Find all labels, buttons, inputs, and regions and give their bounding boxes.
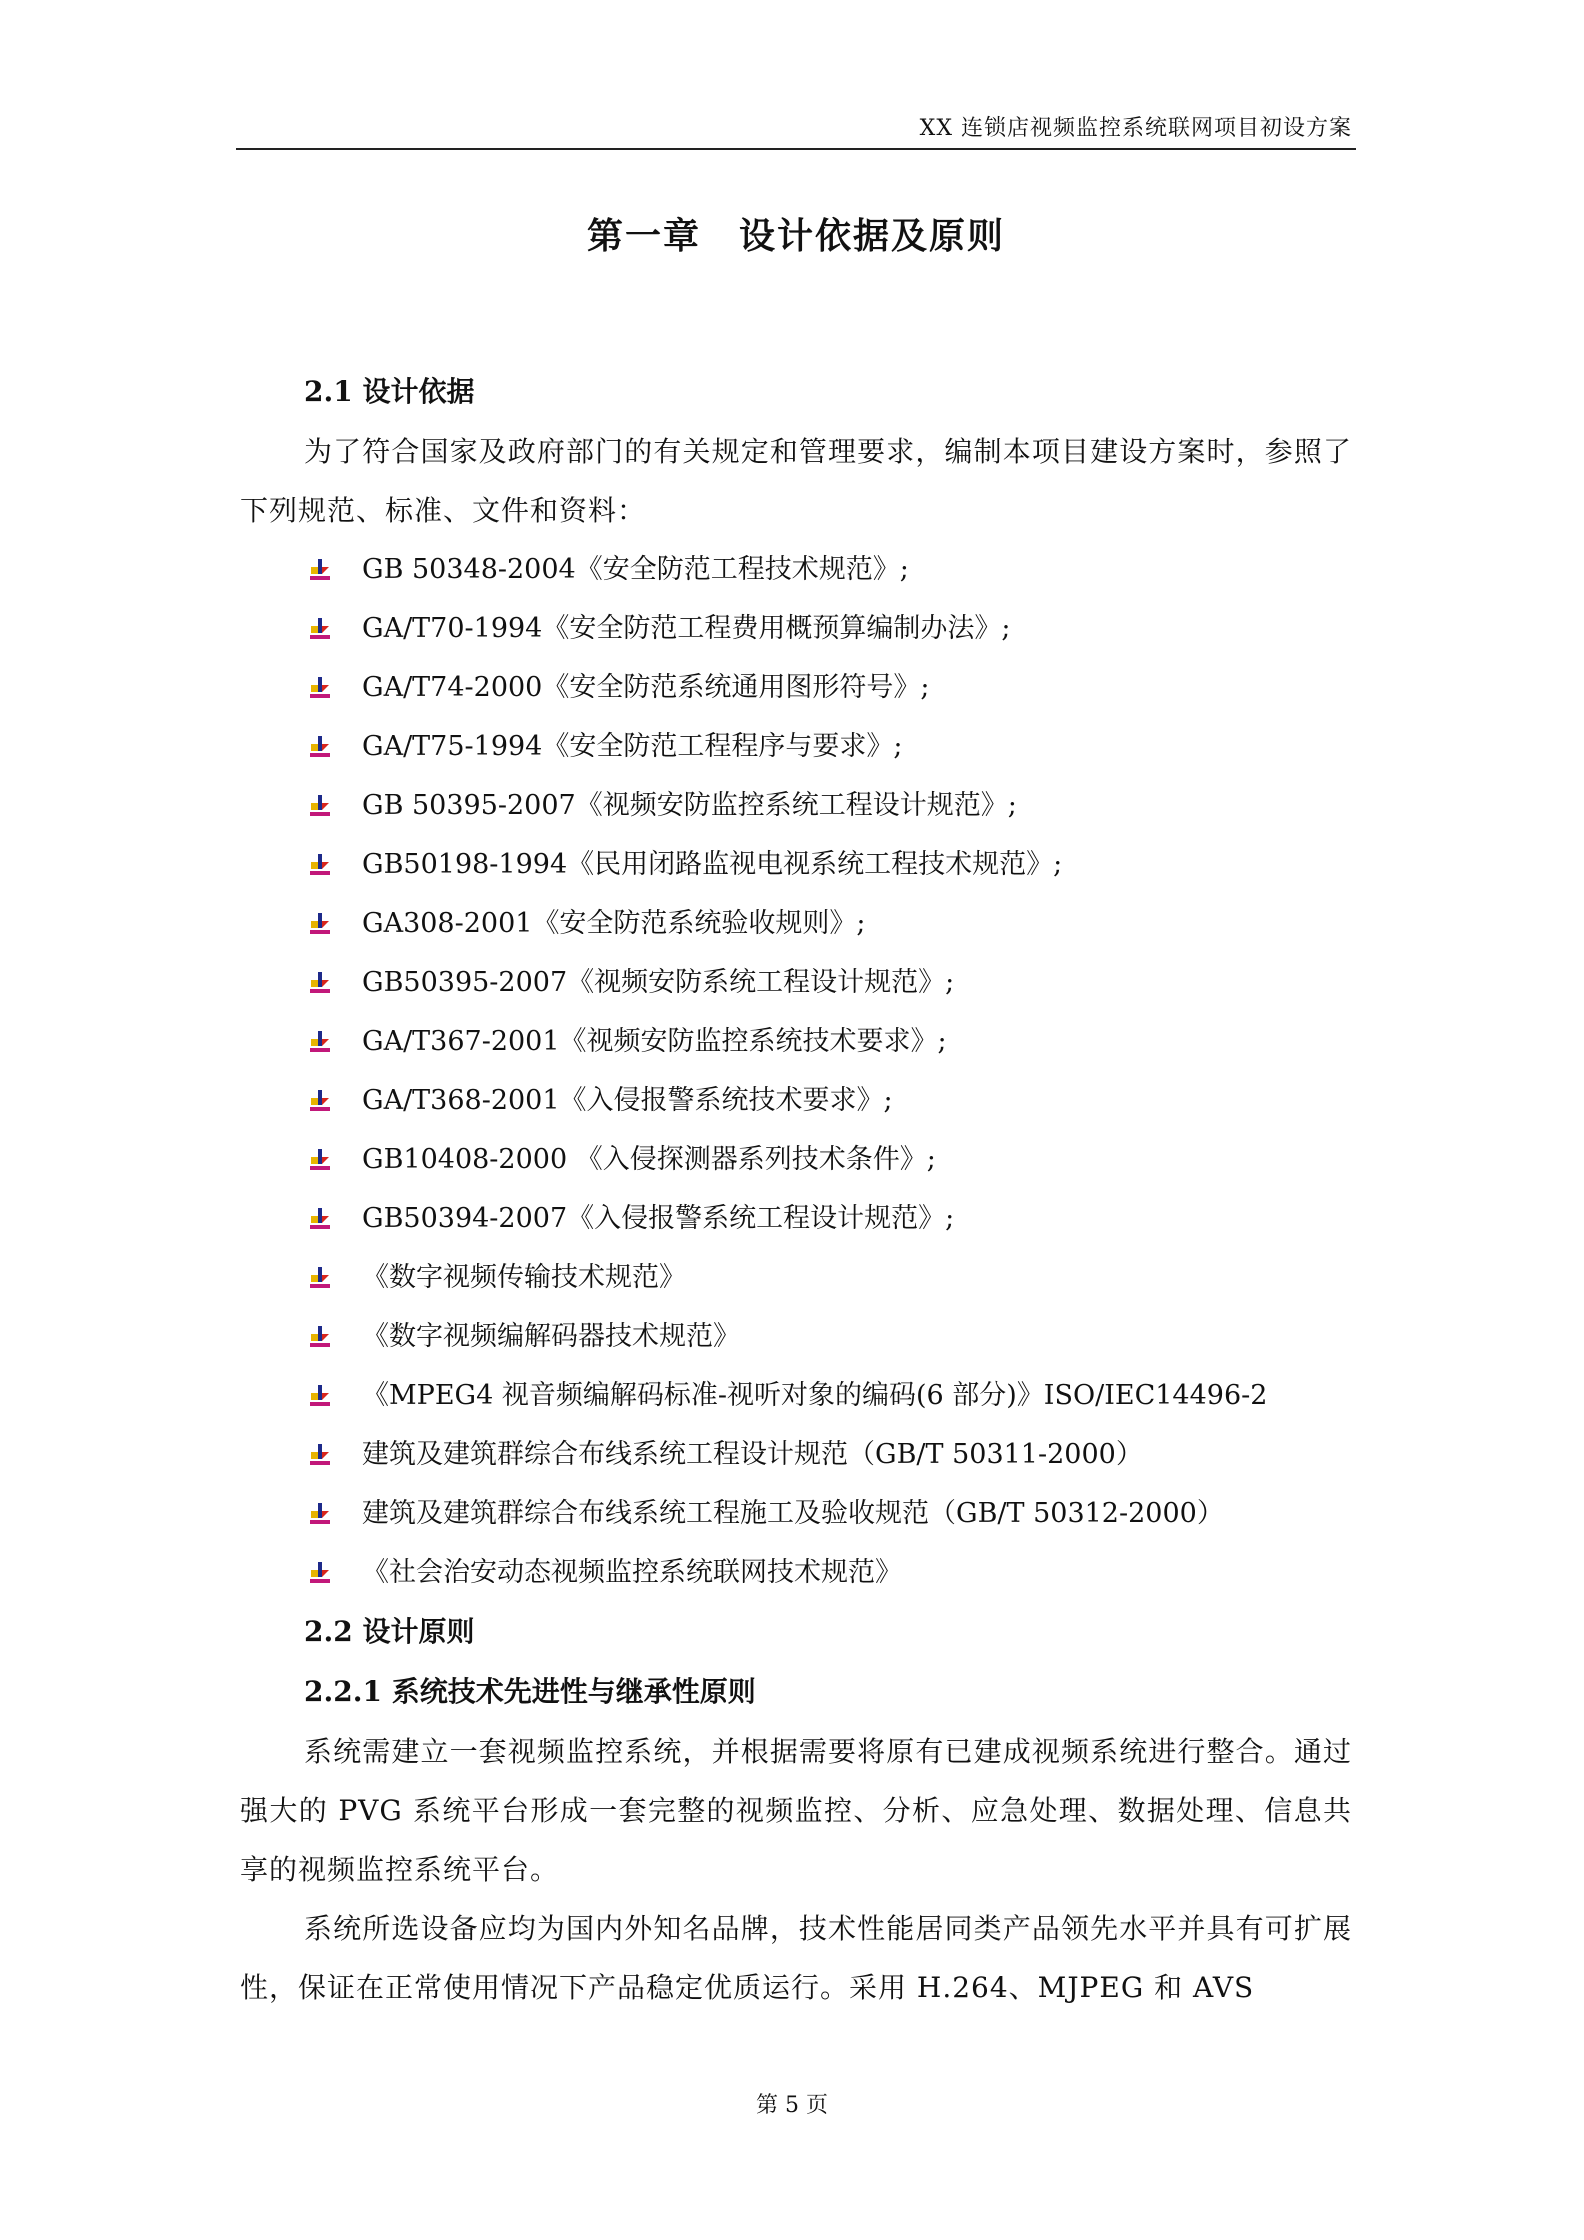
reference-item (240, 1248, 1352, 1307)
page-body (240, 362, 1352, 2017)
reference-item (240, 717, 1352, 776)
principle-paragraph-2: 系统所选设备应均为国内外知名品牌，技术性能居同类产品领先水平并具有可扩展性，保证在正常使用情况下产品稳定优质运行。采用 H.264、MJPEG 和 AVS (240, 1912, 1352, 2004)
arrow-bullet-icon (308, 912, 332, 936)
reference-item (240, 1543, 1352, 1602)
document-title: XX 连锁店视频监控系统联网项目初设方案 (919, 116, 1352, 141)
intro-paragraph: 为了符合国家及政府部门的有关规定和管理要求，编制本项目建设方案时，参照了下列规范、标准、文件和资料： (240, 435, 1352, 527)
reference-item-text: GB 50348-2004《安全防范工程技术规范》; (362, 554, 909, 585)
arrow-bullet-icon (308, 617, 332, 641)
arrow-bullet-icon (308, 1561, 332, 1585)
reference-item-text: GB50394-2007《入侵报警系统工程设计规范》; (362, 1203, 955, 1234)
arrow-bullet-icon (308, 1089, 332, 1113)
reference-item-text: 建筑及建筑群综合布线系统工程施工及验收规范（GB/T 50312-2000） (362, 1498, 1224, 1529)
arrow-bullet-icon (308, 1443, 332, 1467)
reference-item-text: GA/T74-2000《安全防范系统通用图形符号》; (362, 672, 930, 703)
reference-item (240, 599, 1352, 658)
page-number: 第 5 页 (756, 2093, 828, 2118)
reference-item (240, 1189, 1352, 1248)
arrow-bullet-icon (308, 1266, 332, 1290)
reference-item (240, 1366, 1352, 1425)
chapter-title: 第一章 设计依据及原则 (586, 215, 1005, 257)
reference-item-text: GA308-2001《安全防范系统验收规则》; (362, 908, 866, 939)
arrow-bullet-icon (308, 1207, 332, 1231)
reference-item (240, 1484, 1352, 1543)
reference-item-text: 《数字视频传输技术规范》 (362, 1262, 686, 1293)
reference-item-text: GA/T368-2001《入侵报警系统技术要求》; (362, 1085, 893, 1116)
reference-item-text: GA/T70-1994《安全防范工程费用概预算编制办法》; (362, 613, 1011, 644)
arrow-bullet-icon (308, 971, 332, 995)
reference-item (240, 835, 1352, 894)
arrow-bullet-icon (308, 1148, 332, 1172)
reference-item (240, 1425, 1352, 1484)
reference-item-text: GB 50395-2007《视频安防监控系统工程设计规范》; (362, 790, 1017, 821)
reference-item-text: GA/T367-2001《视频安防监控系统技术要求》; (362, 1026, 947, 1057)
reference-item-text: 《数字视频编解码器技术规范》 (362, 1321, 740, 1352)
arrow-bullet-icon (308, 1502, 332, 1526)
reference-item-text: 建筑及建筑群综合布线系统工程设计规范（GB/T 50311-2000） (362, 1439, 1143, 1470)
arrow-bullet-icon (308, 558, 332, 582)
section-heading-2-2: 2.2 设计原则 (304, 1615, 475, 1648)
reference-item-text: GA/T75-1994《安全防范工程程序与要求》; (362, 731, 903, 762)
reference-item-text: GB50395-2007《视频安防系统工程设计规范》; (362, 967, 955, 998)
arrow-bullet-icon (308, 1325, 332, 1349)
reference-item (240, 1307, 1352, 1366)
section-heading-2-2-1: 2.2.1 系统技术先进性与继承性原则 (304, 1675, 756, 1708)
reference-item (240, 1130, 1352, 1189)
arrow-bullet-icon (308, 794, 332, 818)
reference-item (240, 953, 1352, 1012)
reference-item-text: 《MPEG4 视音频编解码标准-视听对象的编码(6 部分)》ISO/IEC14496-2 (362, 1380, 1268, 1411)
arrow-bullet-icon (308, 735, 332, 759)
reference-item (240, 1071, 1352, 1130)
reference-list (240, 540, 1352, 1602)
arrow-bullet-icon (308, 676, 332, 700)
principle-paragraph-1: 系统需建立一套视频监控系统，并根据需要将原有已建成视频系统进行整合。通过强大的 PVG 系统平台形成一套完整的视频监控、分析、应急处理、数据处理、信息共享的视频监控系统平台。 (240, 1735, 1352, 1886)
reference-item (240, 776, 1352, 835)
reference-item (240, 894, 1352, 953)
reference-item-text: 《社会治安动态视频监控系统联网技术规范》 (362, 1557, 902, 1588)
arrow-bullet-icon (308, 1384, 332, 1408)
reference-item-text: GB10408-2000 《入侵探测器系列技术条件》; (362, 1144, 936, 1175)
arrow-bullet-icon (308, 1030, 332, 1054)
reference-item-text: GB50198-1994《民用闭路监视电视系统工程技术规范》; (362, 849, 1063, 880)
reference-item (240, 540, 1352, 599)
reference-item (240, 1012, 1352, 1071)
reference-item (240, 658, 1352, 717)
page-header (236, 108, 1356, 150)
section-heading-2-1: 2.1 设计依据 (304, 375, 475, 408)
arrow-bullet-icon (308, 853, 332, 877)
